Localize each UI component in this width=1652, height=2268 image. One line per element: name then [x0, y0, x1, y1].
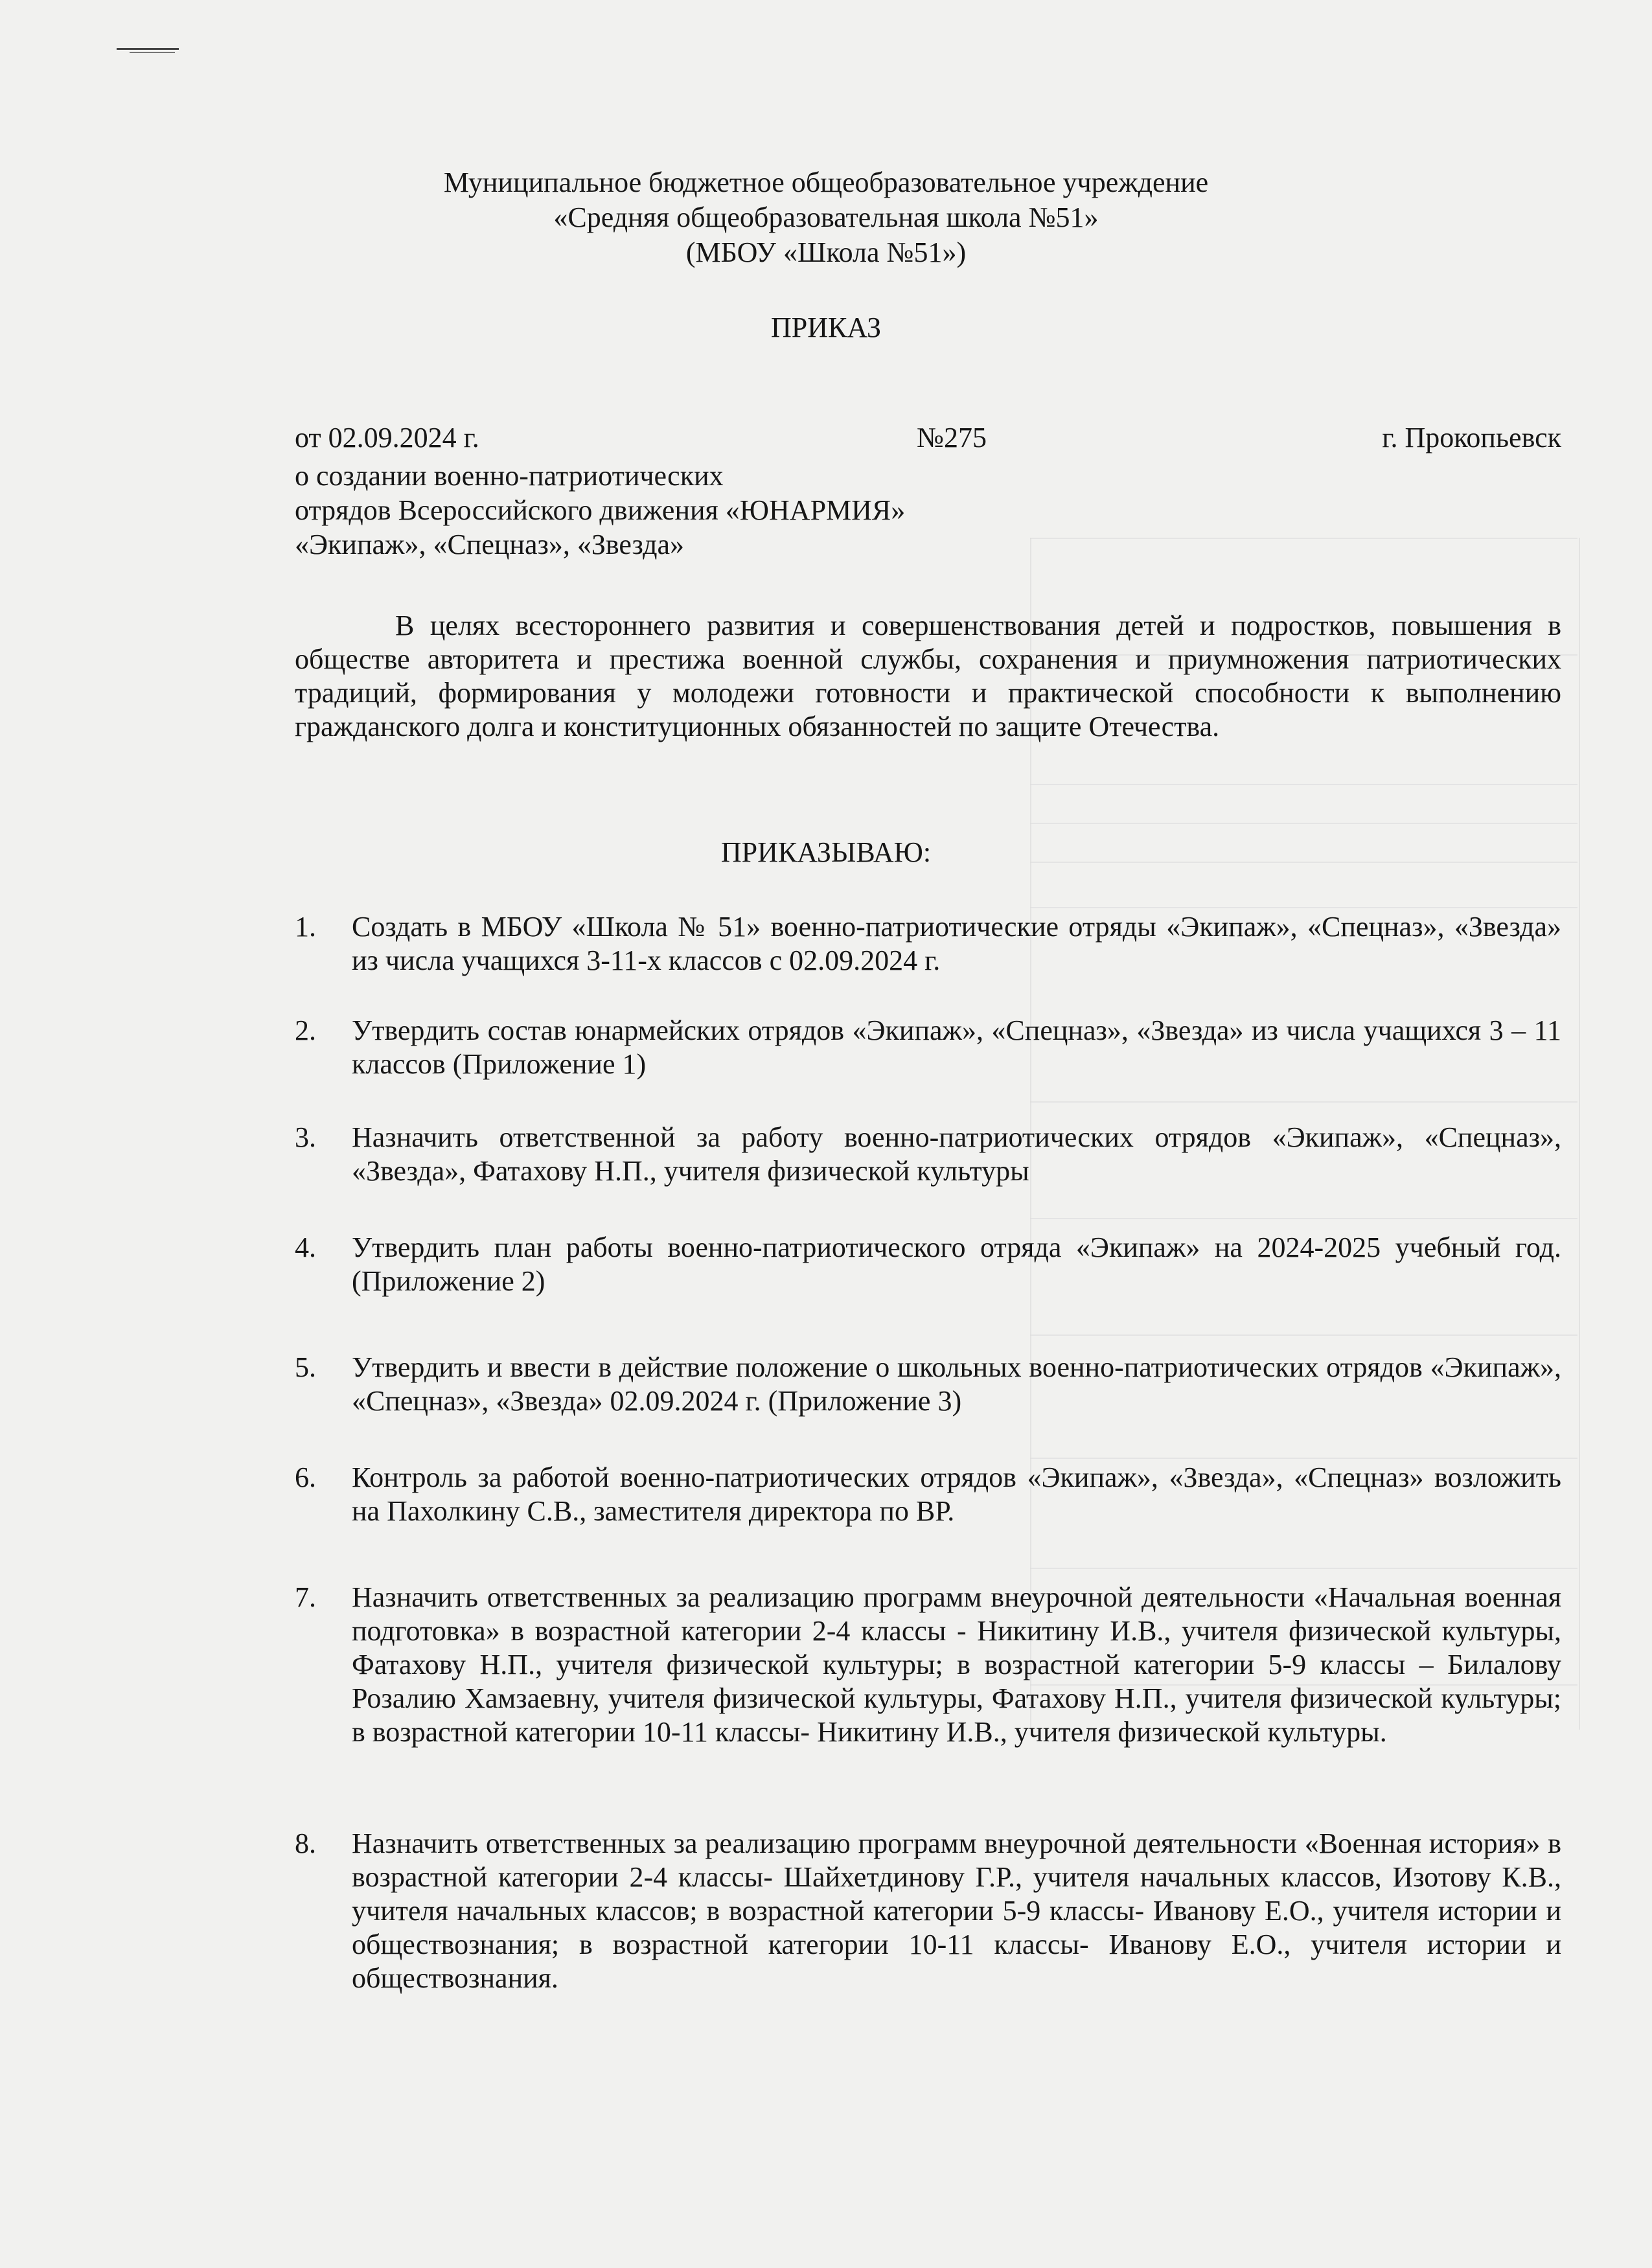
order-number: №275 — [917, 422, 987, 453]
subject-line3: «Экипаж», «Спецназ», «Звезда» — [295, 529, 685, 560]
school-name-line1: Муниципальное бюджетное общеобразовательное учреждение — [443, 166, 1209, 198]
item-number: 4. — [295, 1231, 316, 1263]
bleed-through-line — [1030, 1101, 1577, 1103]
preamble-paragraph: В целях всестороннего развития и совершенствования детей и подростков, повышения в обществе авторитета и престижа военной службы, сохранения и приумножения патриотических традиций, формирования у молодежи готовности и практической способности к выполнению гражданского долга и конституционных обязанностей по защите Отечества. — [295, 610, 1561, 742]
bleed-through-line — [1030, 1458, 1577, 1459]
school-short-name: (МБОУ «Школа №51») — [685, 236, 967, 268]
subject-line1: о создании военно-патриотических — [295, 460, 724, 492]
item-text: Утвердить и ввести в действие положение о школьных военно-патриотических отрядов «Экипаж», «Спецназ», «Звезда» 02.09.2024 г. (Приложение 3) — [352, 1351, 1561, 1417]
list-item — [295, 1231, 1561, 1298]
item-number: 1. — [295, 911, 316, 943]
scan-mark — [130, 52, 175, 53]
item-text: Утвердить план работы военно-патриотического отряда «Экипаж» на 2024-2025 учебный год. (Приложение 2) — [352, 1231, 1561, 1297]
order-subject — [295, 459, 905, 562]
item-text: Контроль за работой военно-патриотических отрядов «Экипаж», «Звезда», «Спецназ» возложить на Пахолкину С.В., заместителя директора по ВР. — [352, 1461, 1561, 1527]
scan-mark — [117, 48, 179, 50]
item-text: Назначить ответственных за реализацию программ внеурочной деятельности «Военная история» в возрастной категории 2-4 классы- Шайхетдинову Г.Р., учителя начальных классов, Изотову К.В., учителя начальных классов; в возрастной категории 5-9 классы- Иванову Е.О., учителя истории и обществознания; в возрастной категории 10-11 классы- Иванову Е.О., учителя истории и обществознания. — [352, 1827, 1561, 1994]
school-header — [0, 165, 1652, 270]
bleed-through-line — [1030, 1334, 1577, 1336]
list-item — [295, 1014, 1561, 1081]
list-item — [295, 1581, 1561, 1749]
item-number: 5. — [295, 1351, 316, 1383]
order-date: от 02.09.2024 г. — [295, 422, 479, 453]
bleed-through-line — [1030, 538, 1577, 539]
document-title: ПРИКАЗ — [770, 312, 882, 343]
bleed-through-line — [1030, 823, 1577, 824]
school-name-line2: «Средняя общеобразовательная школа №51» — [553, 201, 1099, 233]
bleed-through-line — [1030, 907, 1577, 908]
item-number: 7. — [295, 1581, 316, 1613]
list-item — [295, 1121, 1561, 1188]
item-number: 3. — [295, 1121, 316, 1153]
item-number: 8. — [295, 1827, 316, 1859]
item-text: Назначить ответственной за работу военно-патриотических отрядов «Экипаж», «Спецназ», «Звезда», Фатахову Н.П., учителя физической культуры — [352, 1121, 1561, 1187]
subject-line2: отрядов Всероссийского движения «ЮНАРМИЯ» — [295, 494, 906, 526]
item-text: Назначить ответственных за реализацию программ внеурочной деятельности «Начальная военная подготовка» в возрастной категории 2-4 классы - Никитину И.В., учителя физической культуры, Фатахову Н.П., учителя физической культуры; в возрастной категории 5-9 классы – Билалову Розалию Хамзаевну, учителя физической культуры, Фатахову Н.П., учителя физической культуры; в возрастной категории 10-11 классы- Никитину И.В., учителя физической культуры. — [352, 1581, 1561, 1748]
item-number: 2. — [295, 1014, 316, 1046]
list-item — [295, 1461, 1561, 1528]
item-text: Утвердить состав юнармейских отрядов «Экипаж», «Спецназ», «Звезда» из числа учащихся 3 – 11 классов (Приложение 1) — [352, 1014, 1561, 1080]
list-item — [295, 1351, 1561, 1418]
list-item — [295, 1827, 1561, 1995]
order-city: г. Прокопьевск — [1382, 422, 1561, 453]
list-item — [295, 910, 1561, 978]
order-heading: ПРИКАЗЫВАЮ: — [720, 836, 932, 868]
order-meta — [295, 421, 1561, 457]
bleed-through-line — [1030, 784, 1577, 785]
item-text: Создать в МБОУ «Школа № 51» военно-патриотические отряды «Экипаж», «Спецназ», «Звезда» из числа учащихся 3-11-х классов с 02.09.2024 г. — [352, 911, 1561, 976]
bleed-through-line — [1030, 1568, 1577, 1569]
item-number: 6. — [295, 1461, 316, 1493]
bleed-through-line — [1030, 1218, 1577, 1219]
